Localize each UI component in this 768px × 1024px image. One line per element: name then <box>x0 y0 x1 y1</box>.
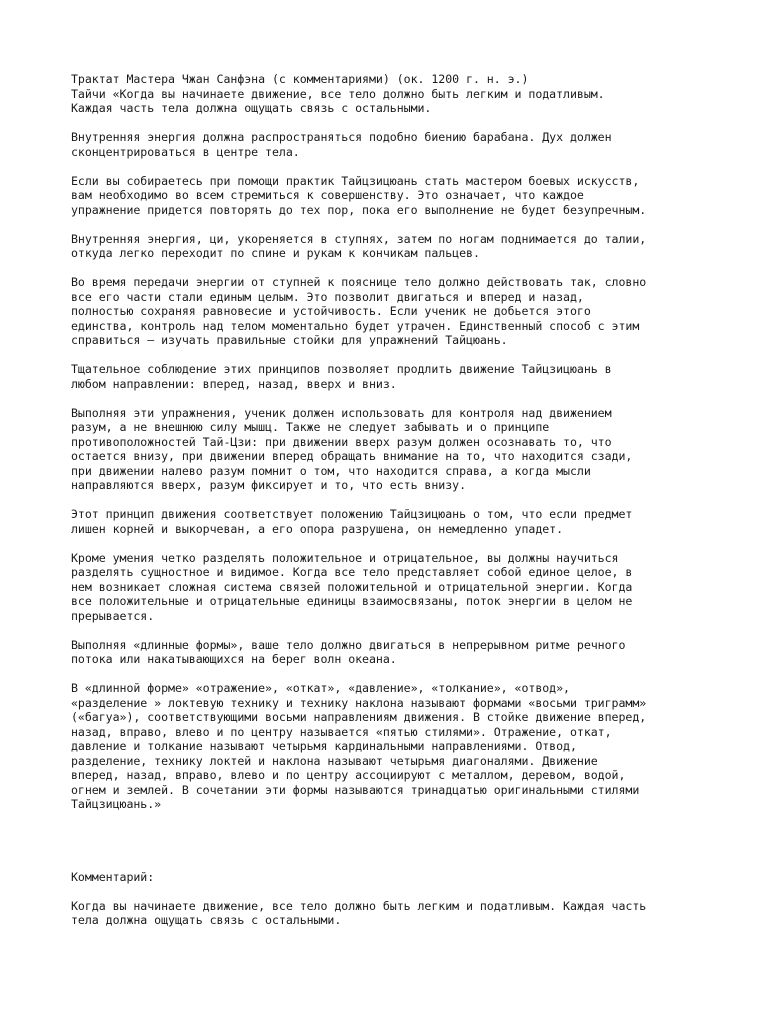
paragraph-9: Кроме умения четко разделять положительное и отрицательное, вы должны научиться разделять сущностное и видимое. Когда все тело представляет собой единое целое, в нем возникает сложная система связей положительной и отрицательной энергии. Когда все положительные и отрицательные единицы взаимосвязаны, поток энергии в целом не прерывается. <box>71 550 633 623</box>
paragraph-11: В «длинной форме» «отражение», «откат», «давление», «толкание», «отвод», «разделение » локтевую технику и технику наклона называют формами «восьми триграмм» («багуа»), соответствующими восьми направлениям движения. В стойке движение вперед, назад, вправо, влево и по центру называется «пятью стилями». Отражение, откат, давление и толкание называют четырьмя кардинальными направлениями. Отвод, разделение, технику локтей и наклона называют четырьмя диагоналями. Движение вперед, назад, вправо, влево и по центру ассоциируют с металлом, деревом, водой, огнем и землей. В сочетании эти формы называются тринадцатью оригинальными стилями Тайцзицюань.» <box>71 681 647 811</box>
paragraph-6: Тщательное соблюдение этих принципов позволяет продлить движение Тайцзицюань в любом направлении: вперед, назад, вверх и вниз. <box>71 362 612 391</box>
commentary-heading: Комментарий: <box>71 869 155 884</box>
paragraph-3: Если вы собираетесь при помощи практик Тайцзицюань стать мастером боевых искусств, вам необходимо во всем стремиться к совершенству. Это означает, что каждое упражнение придется повторять до тех пор, пока его выполнение не будет безупречным. <box>71 173 647 217</box>
paragraph-10: Выполняя «длинные формы», ваше тело должно двигаться в непрерывном ритме речного потока или накатывающихся на берег волн океана. <box>71 637 626 666</box>
paragraph-2: Внутренняя энергия должна распространяться подобно биению барабана. Дух должен сконцентрироваться в центре тела. <box>71 130 612 159</box>
paragraph-7: Выполняя эти упражнения, ученик должен использовать для контроля над движением разум, а не внешнюю силу мышц. Также не следует забывать и о принципе противоположностей Тай-Цзи: при движении вверх разум должен осознавать то, что остается внизу, при движении вперед обращать внимание на то, что находится сзади, при движении налево разум помнит о том, что находится справа, а когда мысли направляются вверх, разум фиксирует и то, что есть внизу. <box>71 405 633 492</box>
paragraph-5: Во время передачи энергии от ступней к пояснице тело должно действовать так, словно все его части стали единым целым. Это позволит двигаться и вперед и назад, полностью сохраняя равновесие и устойчивость. Если ученик не добьется этого единства, контроль над телом моментально будет утрачен. Единственный способ с этим справиться — изучать правильные стойки для упражнений Тайцюань. <box>71 275 647 347</box>
section-gap <box>71 826 711 870</box>
commentary-paragraph-1: Когда вы начинаете движение, все тело должно быть легким и податливым. Каждая часть тела должна ощущать связь с остальными. <box>71 898 647 927</box>
paragraph-8: Этот принцип движения соответствует положению Тайцзицюань о том, что если предмет лишен корней и выкорчеван, а его опора разрушена, он немедленно упадет. <box>71 507 633 536</box>
paragraph-1: Тайчи «Когда вы начинаете движение, все тело должно быть легким и податливым. Каждая часть тела должна ощущать связь с остальными. <box>71 86 605 115</box>
document-title: Трактат Мастера Чжан Санфэна (с комментариями) (ок. 1200 г. н. э.) <box>71 72 529 86</box>
document-page <box>71 72 711 942</box>
paragraph-4: Внутренняя энергия, ци, укореняется в ступнях, затем по ногам поднимается до талии, откуда легко переходит по спине и рукам к кончикам пальцев. <box>71 231 647 260</box>
